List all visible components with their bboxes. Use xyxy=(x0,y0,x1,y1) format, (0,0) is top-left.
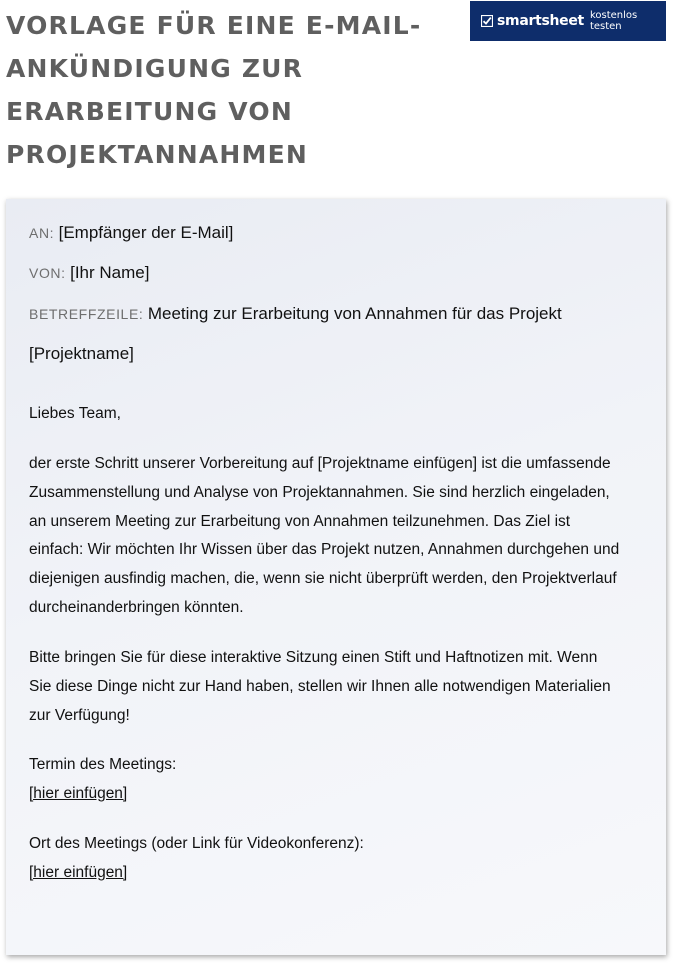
paragraph-line: an unserem Meeting zur Erarbeitung von Annahmen teilzunehmen. Das Ziel ist xyxy=(29,512,571,530)
to-value: [Empfänger der E-Mail] xyxy=(58,223,234,242)
paragraph-line: Zusammenstellung und Analyse von Projektannahmen. Sie sind herzlich eingeladen, xyxy=(29,483,610,501)
meeting-location-section xyxy=(29,830,654,888)
title-line: ERARBEITUNG VON xyxy=(6,97,293,126)
to-label: AN: xyxy=(29,225,55,241)
smartsheet-trial-banner[interactable] xyxy=(470,1,666,41)
title-line: PROJEKTANNAHMEN xyxy=(6,140,309,169)
body-paragraph-intro xyxy=(29,450,654,623)
greeting-text: Liebes Team, xyxy=(29,405,121,422)
from-value: [Ihr Name] xyxy=(70,263,150,282)
from-field xyxy=(29,263,149,283)
greeting xyxy=(29,400,654,429)
to-field xyxy=(29,223,233,243)
paragraph-line: der erste Schritt unserer Vorbereitung auf [Projektname einfügen] ist die umfassende xyxy=(29,455,611,472)
page-title xyxy=(6,4,426,176)
email-template-card xyxy=(6,199,666,955)
body-paragraph-materials xyxy=(29,644,654,730)
paragraph-line: einfach: Wir möchten Ihr Wissen über das Projekt nutzen, Annahmen durchgehen und xyxy=(29,541,620,559)
subject-label: BETREFFZEILE: xyxy=(29,306,144,322)
free-trial-link[interactable]: kostenlos testen xyxy=(589,10,638,32)
subject-value-continued: [Projektname] xyxy=(29,344,134,363)
subject-value: Meeting zur Erarbeitung von Annahmen für das Projekt xyxy=(147,304,562,323)
paragraph-line: diejenigen ausfindig machen, die, wenn sie nicht überprüft werden, den Projektverlauf xyxy=(29,570,617,588)
meeting-location-placeholder[interactable]: [hier einfügen] xyxy=(29,863,128,881)
title-line: ANKÜNDIGUNG ZUR xyxy=(6,54,304,83)
meeting-date-placeholder[interactable]: [hier einfügen] xyxy=(29,784,128,802)
paragraph-line: Bitte bringen Sie für diese interaktive Sitzung einen Stift und Haftnotizen mit. Wenn xyxy=(29,649,598,666)
paragraph-line: zur Verfügung! xyxy=(29,706,130,724)
paragraph-line: durcheinanderbringen könnten. xyxy=(29,598,244,616)
meeting-date-label: Termin des Meetings: xyxy=(29,756,177,773)
from-label: VON: xyxy=(29,265,66,281)
subject-field xyxy=(29,304,562,324)
meeting-location-label: Ort des Meetings (oder Link für Videokonferenz): xyxy=(29,835,364,852)
meeting-date-section xyxy=(29,751,654,809)
checkmark-logo-icon xyxy=(481,15,493,27)
paragraph-line: Sie diese Dinge nicht zur Hand haben, stellen wir Ihnen alle notwendigen Materialien xyxy=(29,677,611,695)
title-line: VORLAGE FÜR EINE E-MAIL- xyxy=(6,11,422,40)
subject-continuation xyxy=(29,344,134,364)
brand-name: smartsheet xyxy=(497,13,584,29)
